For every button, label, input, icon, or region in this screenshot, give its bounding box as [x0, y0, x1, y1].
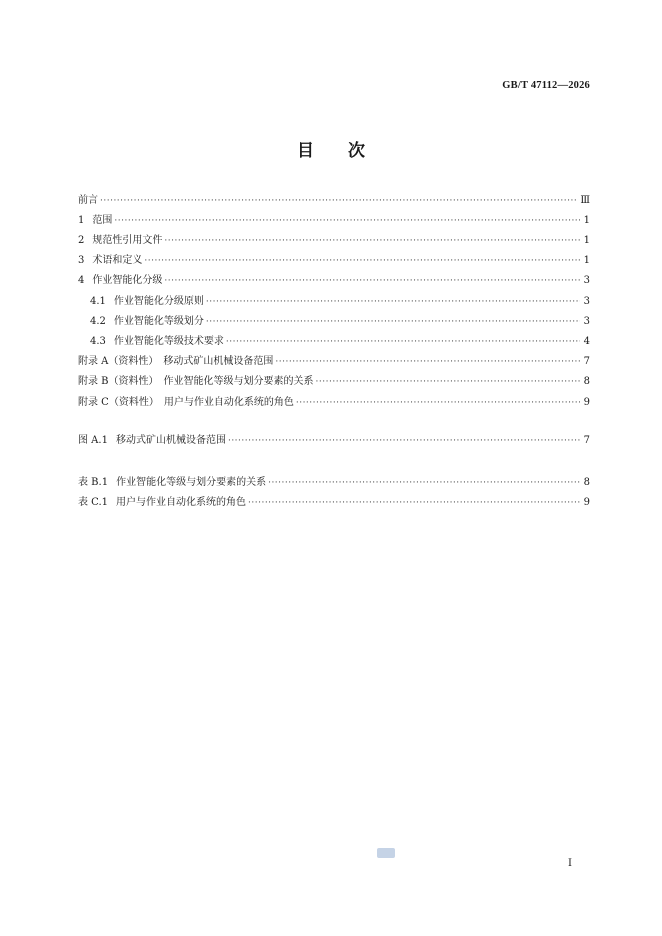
toc-entry-number: 表 C.1	[78, 497, 109, 508]
toc-entry-label: 附录 C（资料性） 用户与作业自动化系统的角色	[78, 397, 294, 408]
toc-entry-page: 7	[583, 435, 590, 446]
toc-entry-page: 4	[583, 336, 590, 347]
toc-entry-label: 用户与作业自动化系统的角色	[116, 497, 247, 508]
toc-entry-page: 8	[583, 477, 590, 488]
toc-entry-page: 1	[583, 215, 590, 226]
toc-entry-page: 8	[583, 376, 590, 387]
table-list-entry[interactable]	[78, 476, 590, 490]
toc-entry[interactable]	[78, 214, 590, 228]
toc-entry-label: 移动式矿山机械设备范围	[115, 435, 226, 446]
toc-entry[interactable]	[78, 295, 590, 309]
toc-entry-label: 作业智能化分级原则	[113, 296, 204, 307]
toc-entry-number: 4.2	[90, 316, 106, 327]
toc-entry-number: 1	[78, 215, 85, 226]
toc-entry-number: 4.1	[90, 296, 106, 307]
toc-leader-dots	[316, 375, 580, 389]
toc-entry-number: 4.3	[90, 336, 106, 347]
toc-entry-page: 3	[583, 316, 590, 327]
toc-leader-dots	[114, 214, 580, 228]
toc-entry-number: 3	[78, 255, 85, 266]
toc-entry-label: 范围	[92, 215, 113, 226]
toc-leader-dots	[268, 476, 580, 490]
toc-entry-label: 作业智能化等级技术要求	[113, 336, 224, 347]
figure-list-entry[interactable]	[78, 434, 590, 448]
toc-leader-dots	[226, 335, 580, 349]
toc-entry[interactable]	[78, 274, 590, 288]
toc-entry[interactable]	[78, 335, 590, 349]
toc-entry-page: 7	[583, 356, 590, 367]
toc-entry-label: 作业智能化等级划分	[113, 316, 204, 327]
page-number: I	[568, 858, 572, 869]
toc-entry-page: 9	[583, 397, 590, 408]
watermark-stamp	[377, 848, 395, 858]
toc-entry[interactable]	[78, 234, 590, 248]
toc-entry[interactable]	[78, 254, 590, 268]
toc-entry[interactable]	[78, 375, 590, 389]
toc-entry-page: 1	[583, 255, 590, 266]
toc-leader-dots	[206, 295, 580, 309]
document-number: GB/T 47112—2026	[502, 80, 590, 91]
toc-entry[interactable]	[78, 315, 590, 329]
toc-entry-page: Ⅲ	[580, 195, 590, 206]
toc-entry-number: 2	[78, 235, 85, 246]
toc-leader-dots	[248, 496, 580, 510]
toc-leader-dots	[144, 254, 580, 268]
toc-entry-label: 前言	[78, 195, 98, 206]
toc-entry-label: 作业智能化分级	[92, 275, 163, 286]
toc-entry-label: 附录 A（资料性） 移动式矿山机械设备范围	[78, 356, 274, 367]
page-title: 目 次	[297, 141, 365, 161]
toc-leader-dots	[228, 434, 580, 448]
toc-entry[interactable]	[78, 355, 590, 369]
toc-leader-dots	[164, 234, 580, 248]
toc-entry-page: 3	[583, 296, 590, 307]
toc-entry-label: 作业智能化等级与划分要素的关系	[116, 477, 267, 488]
toc-entry-page: 3	[583, 275, 590, 286]
toc-entry-number: 4	[78, 275, 85, 286]
toc-entry[interactable]	[78, 194, 590, 208]
toc-entry-page: 9	[583, 497, 590, 508]
toc-entry-label: 附录 B（资料性） 作业智能化等级与划分要素的关系	[78, 376, 314, 387]
toc-entry-label: 规范性引用文件	[92, 235, 163, 246]
toc-leader-dots	[100, 194, 578, 208]
toc-entry[interactable]	[78, 396, 590, 410]
toc-leader-dots	[164, 274, 580, 288]
toc-leader-dots	[296, 396, 580, 410]
toc-entry-page: 1	[583, 235, 590, 246]
toc-leader-dots	[206, 315, 580, 329]
toc-entry-number: 表 B.1	[78, 477, 109, 488]
table-list-entry[interactable]	[78, 496, 590, 510]
toc-entry-number: 图 A.1	[78, 435, 108, 446]
toc-leader-dots	[275, 355, 580, 369]
toc-entry-label: 术语和定义	[92, 255, 143, 266]
